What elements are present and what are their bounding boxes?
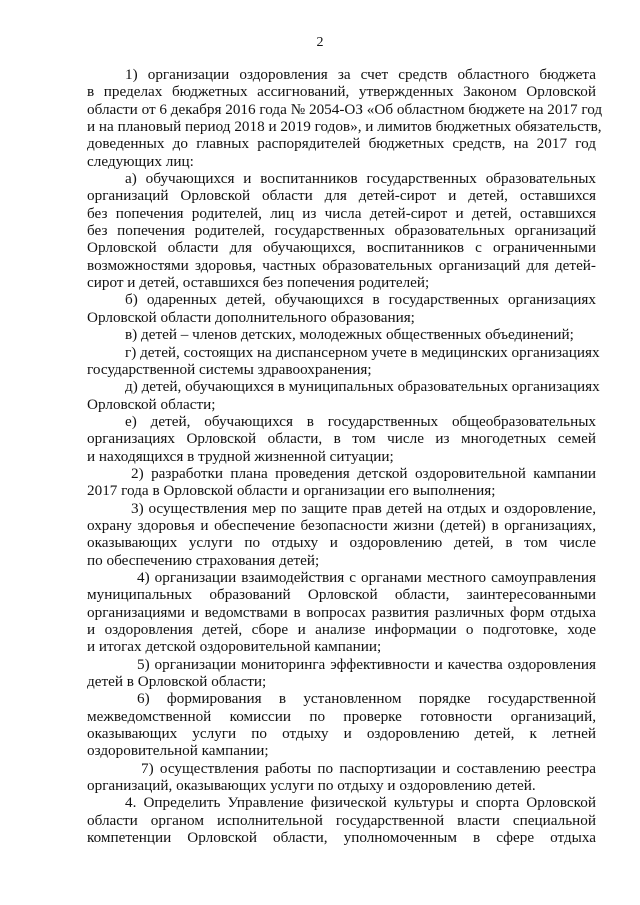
text-line: 2) разработки плана проведения детской оздоровительной кампании (131, 464, 596, 482)
text-line: компетенции Орловской области, уполномоченным в сфере отдыха (87, 829, 596, 847)
text-line: 6) формирования в установленном порядке государственной (137, 690, 596, 708)
text-line: оказывающих услуги по отдыху и оздоровлению детей, в том числе (87, 534, 596, 552)
text-line: 4) организации взаимодействия с органами местного самоуправления (137, 568, 596, 586)
text-line: 3) осуществления мер по защите прав детей на отдых и оздоровление, (131, 499, 596, 517)
page-number: 2 (316, 35, 324, 50)
text-line: и на плановый период 2018 и 2019 годов», и лимитов бюджетных обязательств, (87, 118, 602, 136)
text-line: и итогах детской оздоровительной кампании; (87, 638, 382, 656)
text-line: сирот и детей, оставшихся без попечения родителей; (87, 274, 430, 292)
text-line: 2017 года в Орловской области и организации его выполнения; (87, 482, 496, 500)
text-line: государственной системы здравоохранения; (87, 360, 372, 378)
text-line: и находящихся в трудной жизненной ситуации; (87, 447, 394, 465)
text-line: г) детей, состоящих на диспансерном учете в медицинских организациях (125, 343, 600, 361)
text-line: доведенных до главных распорядителей бюджетных средств, на 2017 год (87, 135, 596, 153)
text-line: организациями и ведомствами в вопросах развития различных форм отдыха (87, 603, 596, 621)
text-line: организациях Орловской области, в том числе из многодетных семей (87, 430, 596, 448)
text-line: оздоровительной кампании; (87, 742, 269, 760)
text-line: 7) осуществления работы по паспортизации и составлению реестра (141, 759, 596, 777)
text-line: области органом исполнительной государственной власти специальной (87, 811, 596, 829)
text-line: е) детей, обучающихся в государственных общеобразовательных (125, 412, 596, 430)
text-line: организаций Орловской области для детей-сирот и детей, оставшихся (87, 187, 596, 205)
text-line: охрану здоровья и обеспечение безопасности жизни (детей) в организациях, (87, 516, 596, 534)
text-line: и оздоровления детей, сборе и анализе информации о подготовке, ходе (87, 621, 596, 638)
text-line: муниципальных образований Орловской области, заинтересованными (87, 586, 596, 604)
text-line: 1) организации оздоровления за счет средств областного бюджета (125, 66, 596, 83)
document-body (87, 66, 603, 847)
text-line: области от 6 декабря 2016 года № 2054-ОЗ «Об областном бюджете на 2017 год (87, 100, 603, 118)
text-line: без попечения родителей, государственных образовательных организаций (87, 222, 596, 240)
text-line: а) обучающихся и воспитанников государственных образовательных (125, 170, 596, 188)
text-line: д) детей, обучающихся в муниципальных образовательных организациях (125, 378, 600, 396)
text-line: следующих лиц: (87, 152, 194, 170)
text-line: Орловской области для обучающихся, воспитанников с ограниченными (87, 239, 596, 257)
text-line: организаций, оказывающих услуги по отдыху и оздоровлению детей. (87, 777, 536, 795)
text-line: межведомственной комиссии по проверке готовности организаций, (87, 707, 596, 725)
text-line: по обеспечению страхования детей; (87, 551, 320, 569)
text-line: 4. Определить Управление физической культуры и спорта Орловской (125, 794, 596, 812)
text-line: оказывающих услуги по отдыху и оздоровлению детей, к летней (87, 725, 596, 743)
text-line: Орловской области дополнительного образования; (87, 308, 415, 326)
text-line: Орловской области; (87, 395, 216, 413)
text-line: детей в Орловской области; (87, 673, 267, 691)
text-line: в) детей – членов детских, молодежных общественных объединений; (125, 326, 574, 344)
text-line: без попечения родителей, лиц из числа детей-сирот и детей, оставшихся (87, 204, 596, 222)
text-line: 5) организации мониторинга эффективности и качества оздоровления (137, 655, 596, 673)
text-line: б) одаренных детей, обучающихся в государственных организациях (125, 291, 596, 309)
text-line: в пределах бюджетных ассигнований, утвержденных Законом Орловской (87, 83, 596, 101)
text-line: возможностями здоровья, частных образовательных организаций для детей- (87, 256, 596, 274)
